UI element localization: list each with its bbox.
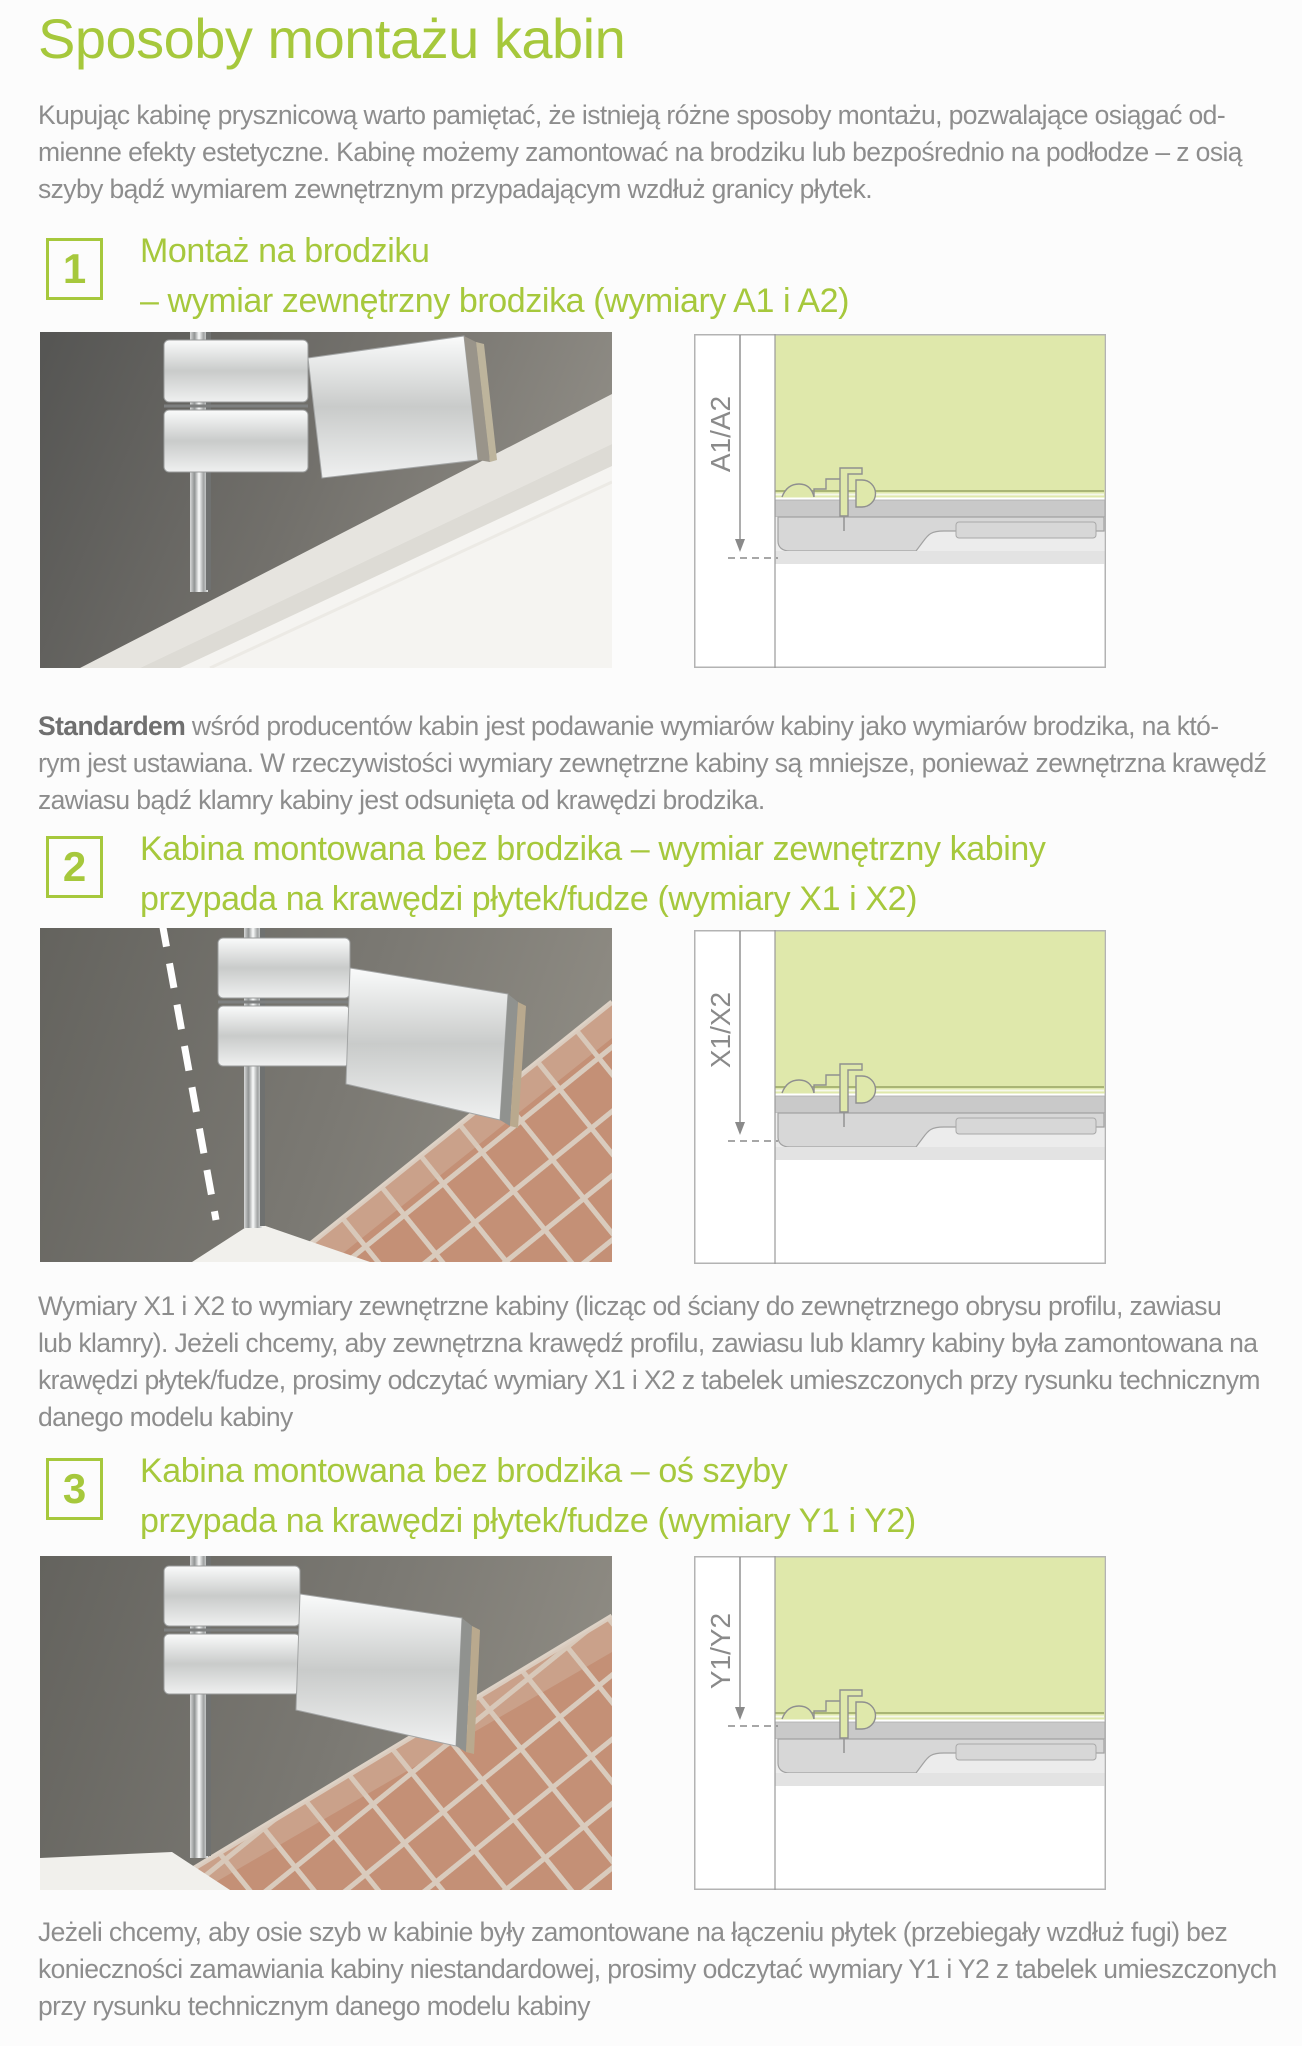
diagram-y1-y2 (694, 1556, 1106, 1890)
paragraph-after-section-2 (38, 1288, 1260, 1436)
text-line: przy rysunku technicznym danego modelu kabiny (38, 1991, 590, 2021)
text-line: rym jest ustawiana. W rzeczywistości wymiary zewnętrzne kabiny są mniejsze, ponieważ zewnętrzna krawędź (38, 748, 1267, 778)
text-line: Wymiary X1 i X2 to wymiary zewnętrzne kabiny (licząc od ściany do zewnętrznego obrysu profilu, zawiasu (38, 1291, 1222, 1321)
dimension-label: A1/A2 (705, 395, 736, 473)
intro-paragraph (38, 97, 1242, 208)
section-2-heading (140, 824, 1046, 924)
hinge (164, 336, 497, 478)
text-line: Kupując kabinę prysznicową warto pamiętać, że istnieją różne sposoby montażu, pozwalające osiągać od- (38, 100, 1226, 130)
photo-hinge-on-tiles (40, 1556, 612, 1890)
text-line: krawędzi płytek/fudze, prosimy odczytać wymiary X1 i X2 z tabelek umieszczonych przy rysunku technicznym (38, 1365, 1260, 1395)
text-line (38, 708, 1266, 745)
cross-section-layers (775, 1558, 1105, 1787)
text-line: Jeżeli chcemy, aby osie szyb w kabinie były zamontowane na łączeniu płytek (przebiegały wzdłuż fugi) bez (38, 1917, 1228, 1947)
section-1-diagram (694, 334, 1106, 668)
section-2-number-box: 2 (46, 836, 103, 898)
heading-line: Kabina montowana bez brodzika – oś szyby (140, 1452, 788, 1490)
heading-line: przypada na krawędzi płytek/fudze (wymiary X1 i X2) (140, 880, 918, 918)
dimension-label: Y1/Y2 (705, 1612, 736, 1690)
section-1-photo (40, 332, 612, 668)
page-title: Sposoby montażu kabin (38, 7, 626, 70)
dimension-label: X1/X2 (705, 991, 736, 1069)
photo-hinge-on-tray (40, 332, 612, 668)
heading-line: Montaż na brodziku (140, 232, 430, 270)
heading-line: Kabina montowana bez brodzika – wymiar zewnętrzny kabiny (140, 830, 1046, 868)
section-3-diagram (694, 1556, 1106, 1890)
cross-section-layers (775, 932, 1105, 1161)
paragraph-after-section-3 (38, 1914, 1277, 2025)
cross-section-layers (775, 336, 1105, 565)
heading-line: przypada na krawędzi płytek/fudze (wymiary Y1 i Y2) (140, 1502, 916, 1540)
text-line: mienne efekty estetyczne. Kabinę możemy zamontować na brodziku lub bezpośrednio na podłodze – z osią (38, 137, 1242, 167)
text-span: wśród producentów kabin jest podawanie wymiarów kabiny jako wymiarów brodzika, na któ- (185, 711, 1219, 741)
text-line: lub klamry). Jeżeli chcemy, aby zewnętrzna krawędź profilu, zawiasu lub klamry kabiny była zamontowana na (38, 1328, 1258, 1358)
text-line: zawiasu bądź klamry kabiny jest odsunięta od krawędzi brodzika. (38, 785, 765, 815)
section-2-diagram (694, 930, 1106, 1264)
section-1-heading (140, 226, 849, 326)
paragraph-after-section-1 (38, 708, 1266, 819)
section-3-photo (40, 1556, 612, 1890)
section-2-photo (40, 928, 612, 1262)
diagram-a1-a2 (694, 334, 1106, 668)
text-line: szyby bądź wymiarem zewnętrznym przypadającym wzdłuż granicy płytek. (38, 174, 872, 204)
section-3-heading (140, 1446, 916, 1546)
photo-hinge-on-tiles-dashed-axis (40, 928, 612, 1262)
section-1-number-box: 1 (46, 238, 103, 300)
section-3-number-box: 3 (46, 1458, 103, 1520)
text-line: konieczności zamawiania kabiny niestandardowej, prosimy odczytać wymiary Y1 i Y2 z tabelek umieszczonych (38, 1954, 1277, 1984)
bold-lead: Standardem (38, 711, 186, 741)
diagram-x1-x2 (694, 930, 1106, 1264)
text-line: danego modelu kabiny (38, 1402, 293, 1432)
heading-line: – wymiar zewnętrzny brodzika (wymiary A1 i A2) (140, 282, 850, 320)
